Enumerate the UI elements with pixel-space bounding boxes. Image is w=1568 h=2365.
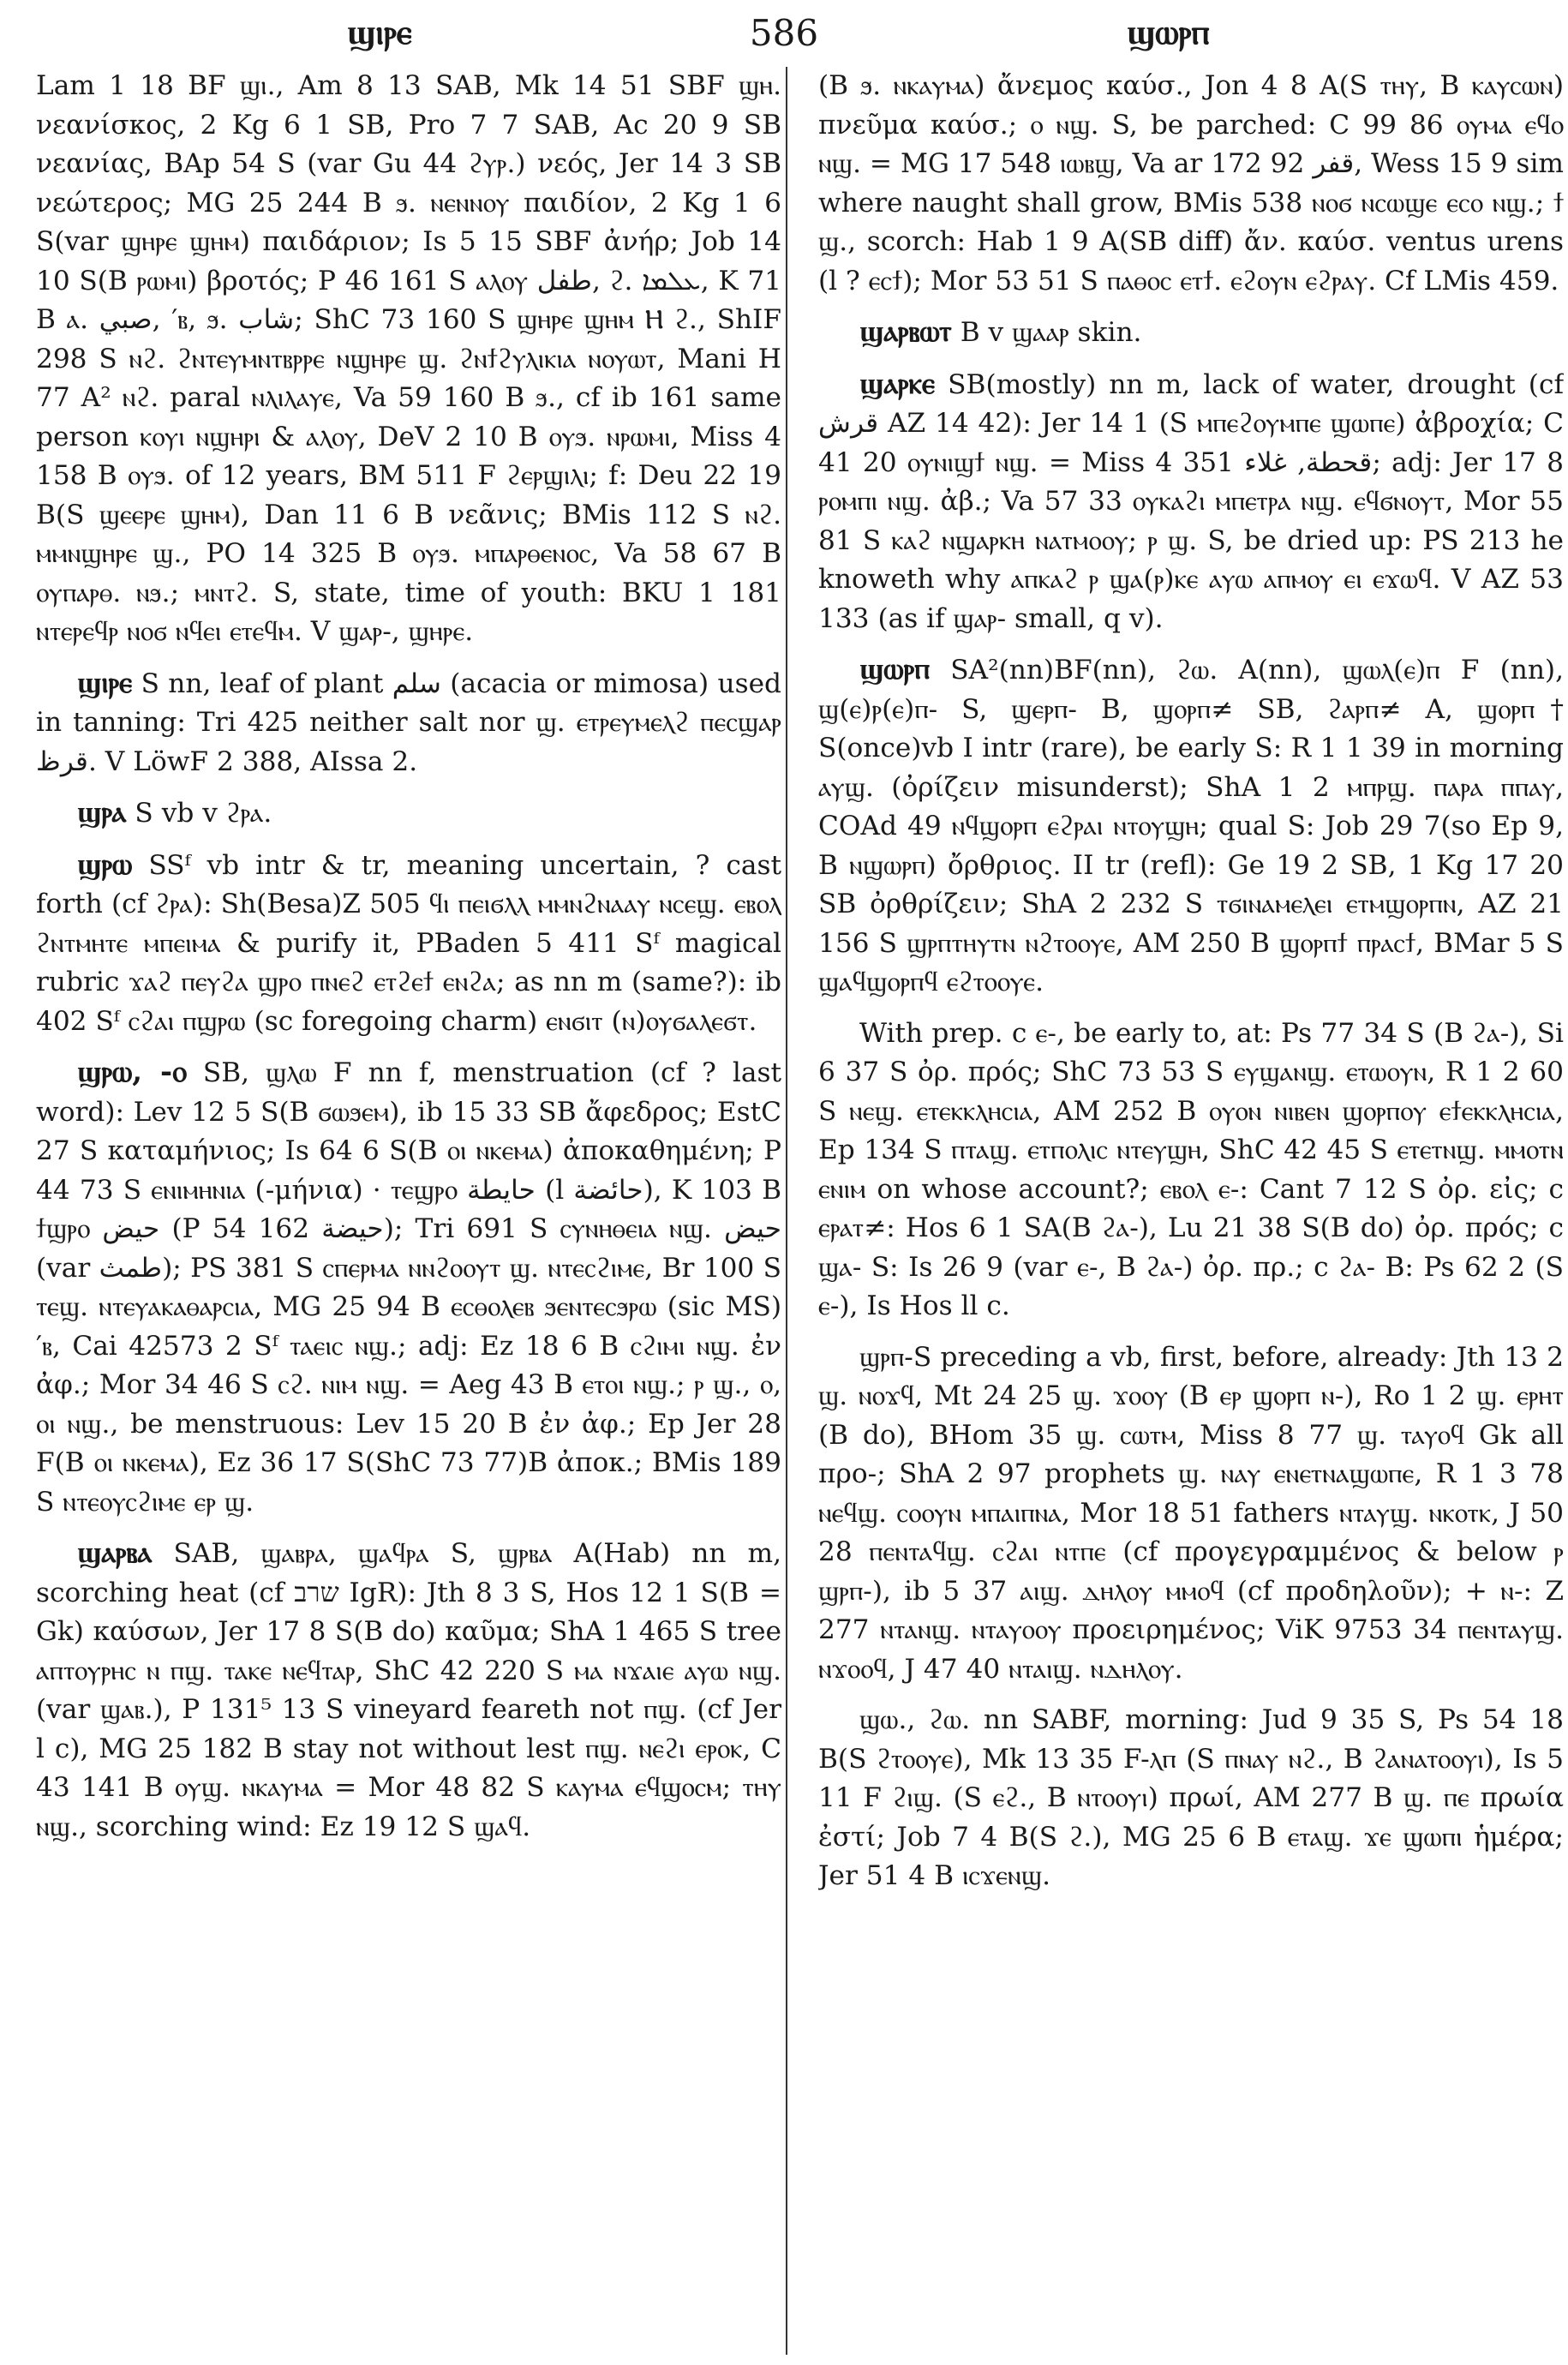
header-right-headword: ϣⲱⲣⲡ	[1127, 12, 1210, 52]
dictionary-entry	[36, 1053, 781, 1522]
dictionary-subsection	[818, 1015, 1564, 1326]
left-column	[36, 67, 781, 2355]
dictionary-entry	[818, 365, 1564, 639]
entry-text: SB, ϣⲗⲱ F nn f, menstruation (cf ? last word): Lev 12 5 S(B ϭⲱϧⲉⲙ), ib 15 33 SB ἄφεδρος; EstC 27 S καταμήνιος; Is 64 6 S(B ⲟⲓ ⲛⲕⲉⲙⲁ) ἀποκαθημένη; P 44 73 S ⲉⲛⲓⲙⲏⲛⲓⲁ (-μήνια) · ⲧⲉϣⲣⲟ حايطة (l حائضة), K 103 B ϯϣⲣⲟ حيض (P 54 162 حيضة); Tri 691 S ⲥⲩⲛⲏⲑⲉⲓⲁ ⲛϣ. حيض (var طمث); PS 381 S ⲥⲡⲉⲣⲙⲁ ⲛⲛϩⲟⲟⲩⲧ ϣ. ⲛⲧⲉⲥϩⲓⲙⲉ, Br 100 S ⲧⲉϣ. ⲛⲧⲉⲩⲁⲕⲁⲑⲁⲣⲥⲓⲁ, MG 25 94 B ⲉⲥⲑⲟⲗⲉⲃ ϧⲉⲛⲧⲉⲥϧⲣⲱ (sic MS) ′ⲃ, Cai 42573 2 Sᶠ ⲧⲁⲉⲓⲥ ⲛϣ.; adj: Ez 18 6 B ⲥϩⲓⲙⲓ ⲛϣ. ἐν ἀφ.; Mor 34 46 S ⲥϩ. ⲛⲓⲙ ⲛϣ. = Aeg 43 B ⲉⲧⲟⲓ ⲛϣ.; ⲣ ϣ., ⲟ, ⲟⲓ ⲛϣ., be menstruous: Lev 15 20 B ἐν ἀφ.; Ep Jer 28 F(B ⲟⲓ ⲛⲕⲉⲙⲁ), Ez 36 17 S(ShC 73 77)B ἀποκ.; BMis 189 S ⲛⲧⲉⲟⲩⲥϩⲓⲙⲉ ⲉⲣ ϣ.	[36, 1057, 781, 1518]
dictionary-entry	[36, 664, 781, 782]
entry-lemma: ϣⲓⲣⲉ	[77, 665, 133, 700]
entry-text: SA²(nn)BF(nn), ϩⲱ. A(nn), ϣⲱⲗ(ⲉ)ⲡ F (nn), ϣ(ⲉ)ⲣ(ⲉ)ⲡ- S, ϣⲉⲣⲡ- B, ϣⲟⲣⲡ≠ SB, ϩⲁⲣⲡ≠ A, ϣⲟⲣⲡ† S(once)vb I intr (rare), be early S: R 1 1 39 in morning ⲁⲩϣ. (ὀρίζειν misunderst); ShA 1 2 ⲙⲡⲣϣ. ⲡⲁⲣⲁ ⲡⲡⲁⲩ, COAd 49 ⲛϥϣⲟⲣⲡ ⲉϩⲣⲁⲓ ⲛⲧⲟⲩϣⲏ; qual S: Job 29 7(so Ep 9, B ⲛϣⲱⲣⲡ) ὄρθριος. II tr (refl): Ge 19 2 SB, 1 Kg 17 20 SB ὀρθρίζειν; ShA 2 232 S ⲧϭⲓⲛⲁⲙⲉⲗⲉⲓ ⲉⲧⲙϣⲟⲣⲡⲛ, AZ 21 156 S ϣⲣⲡⲧⲏⲩⲧⲛ ⲛϩⲧⲟⲟⲩⲉ, AM 250 B ϣⲟⲣⲡϯ ⲡⲣⲁⲥϯ, BMar 5 S ϣⲁϥϣⲟⲣⲡϥ ⲉϩⲧⲟⲟⲩⲉ.	[818, 655, 1564, 997]
entry-text: S nn, leaf of plant سلم (acacia or mimosa) used in tanning: Tri 425 neither salt nor ϣ. ⲉⲧⲣⲉⲩⲙⲉⲗϩ ⲡⲉⲥϣⲁⲣ قرظ. V LöwF 2 388, AIssa 2.	[36, 668, 781, 777]
entry-lemma: ϣⲁⲣⲃⲱⲧ	[859, 314, 952, 349]
entry-text: B v ϣⲁⲁⲣ skin.	[960, 317, 1142, 348]
column-divider	[786, 67, 787, 2355]
entry-text: ϣⲱ., ϩⲱ. nn SABF, morning: Jud 9 35 S, Ps 54 18 B(S ϩⲧⲟⲟⲩⲉ), Mk 13 35 F-ⲗⲡ (S ⲡⲛⲁⲩ ⲛϩ., B ϩⲁⲛⲁⲧⲟⲟⲩⲓ), Is 5 11 F ϩⲓϣ. (S ⲉϩ., B ⲛⲧⲟⲟⲩⲓ) πρωί, AM 277 B ϣ. ⲡⲉ πρωία ἐστί; Job 7 4 B(S ϩ.), MG 25 6 B ⲉⲧⲁϣ. ϫⲉ ϣⲱⲡⲓ ἡμέρα; Jer 51 4 B ⲓⲥϫⲉⲛϣ.	[818, 1704, 1564, 1891]
dictionary-entry	[36, 793, 781, 834]
entry-lemma: ϣⲣⲱ	[77, 847, 133, 882]
entry-text: SB(mostly) nn m, lack of water, drought (cf قرش AZ 14 42): Jer 14 1 (S ⲙⲡⲉϩⲟⲩⲙⲡⲉ ϣⲱⲡⲉ) ἀβροχία; C 41 20 ⲟⲩⲛⲓϣϯ ⲛϣ. = Miss 4 351 قحطة, غلاء; adj: Jer 17 8 ⲣⲟⲙⲡⲓ ⲛϣ. ἀβ.; Va 57 33 ⲟⲩⲕⲁϩⲓ ⲙⲡⲉⲧⲣⲁ ⲛϣ. ⲉϥϭⲛⲟⲩⲧ, Mor 55 81 S ⲕⲁϩ ⲛϣⲁⲣⲕⲏ ⲛⲁⲧⲙⲟⲟⲩ; ⲣ ϣ. S, be dried up: PS 213 he knoweth why ⲁⲡⲕⲁϩ ⲣ ϣⲁ(ⲣ)ⲕⲉ ⲁⲩⲱ ⲁⲡⲙⲟⲩ ⲉⲓ ⲉϫⲱϥ. V AZ 53 133 (as if ϣⲁⲣ- small, q v).	[818, 368, 1564, 634]
entry-text: SAB, ϣⲁⲃⲣⲁ, ϣⲁϥⲣⲁ S, ϣⲣⲃⲁ A(Hab) nn m, scorching heat (cf שרב IgR): Jth 8 3 S, Hos 12 1 S(B = Gk) καύσων, Jer 17 8 S(B do) καῦμα; ShA 1 465 S tree ⲁⲡⲧⲟⲩⲣⲏⲥ ⲛ ⲡϣ. ⲧⲁⲕⲉ ⲛⲉϥⲧⲁⲣ, ShC 42 220 S ⲙⲁ ⲛϫⲁⲓⲉ ⲁⲩⲱ ⲛϣ. (var ϣⲁⲃ.), P 131⁵ 13 S vineyard feareth not ⲡϣ. (cf Jer l c), MG 25 182 B stay not without lest ⲡϣ. ⲛⲉϩⲓ ⲉⲣⲟⲕ, C 43 141 B ⲟⲩϣ. ⲛⲕⲁⲩⲙⲁ = Mor 48 82 S ⲕⲁⲩⲙⲁ ⲉϥϣⲟⲥⲙ; ⲧⲏⲩ ⲛϣ., scorching wind: Ez 19 12 S ϣⲁϥ.	[36, 1538, 781, 1842]
entry-text: Lam 1 18 BF ϣⲓ., Am 8 13 SAB, Mk 14 51 SBF ϣⲏ. νεανίσκος, 2 Kg 6 1 SB, Pro 7 7 SAB, Ac 20 9 SB νεανίας, BAp 54 S (var Gu 44 ϩⲩⲣ.) νεός, Jer 14 3 SB νεώτερος; MG 25 244 B ϧ. ⲛⲉⲛⲛⲟⲩ παιδίον, 2 Kg 1 6 S(var ϣⲏⲣⲉ ϣⲏⲙ) παιδάριον; Is 5 15 SBF ἀνήρ; Job 14 10 S(B ⲣⲱⲙⲓ) βροτός; P 46 161 S ⲁⲗⲟⲩ طفل, ϩ. ܥܠܡܐ, K 71 B ⲁ. صبي, ′ⲃ, ϧ. شاب; ShC 73 160 S ϣⲏⲣⲉ ϣⲏⲙ Ⲏ ϩ., ShIF 298 S ⲛϩ. ϩⲛⲧⲉⲩⲙⲛⲧⲃⲣⲣⲉ ⲛϣⲏⲣⲉ ϣ. ϩⲛϯϩⲩⲗⲓⲕⲓⲁ ⲛⲟⲩⲱⲧ, Mani H 77 A² ⲛϩ. paral ⲛⲗⲓⲗⲁⲩⲉ, Va 59 160 B ϧ., cf ib 161 same person ⲕⲟⲩⲓ ⲛϣⲏⲣⲓ & ⲁⲗⲟⲩ, DeV 2 10 B ⲟⲩϧ. ⲛⲣⲱⲙⲓ, Miss 4 158 B ⲟⲩϧ. of 12 years, BM 511 F ϩⲉⲣϣⲓⲗⲓ; f: Deu 22 19 B(S ϣⲉⲉⲣⲉ ϣⲏⲙ), Dan 11 6 B νεᾶνις; BMis 112 S ⲛϩ. ⲙⲙⲛϣⲏⲣⲉ ϣ., PO 14 325 B ⲟⲩϧ. ⲙⲡⲁⲣⲑⲉⲛⲟⲥ, Va 58 67 B ⲟⲩⲡⲁⲣⲑ. ⲛϧ.; ⲙⲛⲧϩ. S, state, time of youth: BKU 1 181 ⲛⲧⲉⲣⲉϥⲣ ⲛⲟϭ ⲛϥⲉⲓ ⲉⲧⲉϥⲙ. V ϣⲁⲣ-, ϣⲏⲣⲉ.	[36, 70, 781, 647]
entry-text: ϣⲣⲡ-S preceding a vb, first, before, already: Jth 13 2 ϣ. ⲛⲟϫϥ, Mt 24 25 ϣ. ϫⲟⲟⲩ (B ⲉⲣ ϣⲟⲣⲡ ⲛ-), Ro 1 2 ϣ. ⲉⲣⲏⲧ (B do), BHom 35 ϣ. ⲥⲱⲧⲙ, Miss 8 77 ϣ. ⲧⲁⲩⲟϥ Gk all προ-; ShA 2 97 prophets ϣ. ⲛⲁⲩ ⲉⲛⲉⲧⲛⲁϣⲱⲡⲉ, R 1 3 78 ⲛⲉϥϣ. ⲥⲟⲟⲩⲛ ⲙⲡⲁⲓⲡⲛⲁ, Mor 18 51 fathers ⲛⲧⲁⲩϣ. ⲛⲕⲟⲧⲕ, J 50 28 ⲡⲉⲛⲧⲁϥϣ. ⲥϩⲁⲓ ⲛⲧⲡⲉ (cf προγεγραμμένος & below ⲣ ϣⲣⲡ-), ib 5 37 ⲁⲓϣ. ⲇⲏⲗⲟⲩ ⲙⲙⲟϥ (cf προδηλοῦν); + ⲛ-: Z 277 ⲛⲧⲁⲛϣ. ⲛⲧⲁⲩⲟⲟⲩ προειρημένος; ViK 9753 34 ⲡⲉⲛⲧⲁⲩϣ. ⲛϫⲟⲟϥ, J 47 40 ⲛⲧⲁⲓϣ. ⲛⲇⲏⲗⲟⲩ.	[818, 1341, 1564, 1685]
entry-lemma: ϣⲱⲣⲡ	[859, 652, 931, 686]
dictionary-entry	[818, 313, 1564, 353]
entry-lemma: ϣⲣⲁ	[77, 795, 127, 829]
entry-lemma: ϣⲁⲣⲃⲁ	[77, 1536, 153, 1570]
dictionary-entry	[36, 846, 781, 1042]
dictionary-subsection	[818, 1338, 1564, 1690]
entry-text: (B ϧ. ⲛⲕⲁⲩⲙⲁ) ἄνεμος καύσ., Jon 4 8 A(S ⲧⲏⲩ, B ⲕⲁⲩⲥⲱⲛ) πνεῦμα καύσ.; ⲟ ⲛϣ. S, be parched: C 99 86 ⲟⲩⲙⲁ ⲉϥⲟ ⲛϣ. = MG 17 548 ⲓⲱⲃϣ, Va ar 172 92 ﻗﻔﺮ, Wess 15 9 sim where naught shall grow, BMis 538 ⲛⲟϭ ⲛⲥⲱϣⲉ ⲉⲥⲟ ⲛϣ.; ϯ ϣ., scorch: Hab 1 9 A(SB diff) ἄν. καύσ. ventus urens (l ? ⲉⲥϯ); Mor 53 51 S ⲡⲁⲑⲟⲥ ⲉⲧϯ. ⲉϩⲟⲩⲛ ⲉϩⲣⲁⲩ. Cf LMis 459.	[818, 70, 1564, 296]
dictionary-entry	[818, 67, 1564, 301]
page-header	[0, 12, 1568, 63]
right-column	[818, 67, 1564, 2355]
entry-lemma: ϣⲣⲱ, -ⲟ	[77, 1055, 187, 1089]
entry-text: With prep. c ⲉ-, be early to, at: Ps 77 34 S (B ϩⲁ-), Si 6 37 S ὀρ. πρός; ShC 73 53 S ⲉⲩϣⲁⲛϣ. ⲉⲧⲱⲟⲩⲛ, R 1 2 60 S ⲛⲉϣ. ⲉⲧⲉⲕⲕⲗⲏⲥⲓⲁ, AM 252 B ⲟⲩⲟⲛ ⲛⲓⲃⲉⲛ ϣⲟⲣⲡⲟⲩ ⲉϯⲉⲕⲕⲗⲏⲥⲓⲁ, Ep 134 S ⲡⲧⲁϣ. ⲉⲧⲡⲟⲗⲓⲥ ⲛⲧⲉⲩϣⲏ, ShC 42 45 S ⲉⲧⲉⲧⲛϣ. ⲙⲙⲟⲧⲛ ⲉⲛⲓⲙ on whose account?; ⲉⲃⲟⲗ ⲉ-: Cant 7 12 S ὀρ. εἰς; c ⲉⲣⲁⲧ≠: Hos 6 1 SA(B ϩⲁ-), Lu 21 38 S(B do) ὀρ. πρός; c ϣⲁ- S: Is 26 9 (var ⲉ-, B ϩⲁ-) ὀρ. πρ.; c ϩⲁ- B: Ps 62 2 (S ⲉ-), Is Hos ll c.	[818, 1017, 1564, 1321]
page-number: 586	[749, 12, 819, 54]
entry-lemma: ϣⲁⲣⲕⲉ	[859, 366, 936, 401]
dictionary-entry	[36, 1534, 781, 1847]
header-left-headword: ϣⲓⲣⲉ	[347, 12, 412, 52]
dictionary-entry	[36, 67, 781, 652]
entry-text: SSᶠ vb intr & tr, meaning uncertain, ? cast forth (cf ϩⲣⲁ): Sh(Besa)Z 505 ϥⲓ ⲡⲉⲓϭⲗⲗ ⲙⲙⲛϩⲛⲁⲁⲩ ⲛⲥⲉϣ. ⲉⲃⲟⲗ ϩⲛⲧⲙⲏⲧⲉ ⲙⲡⲉⲓⲙⲁ & purify it, PBaden 5 411 Sᶠ magical rubric ϫⲁϩ ⲡⲉⲩϩⲁ ϣⲣⲟ ⲡⲛⲉϩ ⲉⲧϩⲉϯ ⲉⲛϩⲁ; as nn m (same?): ib 402 Sᶠ ⲥϩⲁⲓ ⲡϣⲣⲱ (sc foregoing charm) ⲉⲛϭⲓⲧ (ⲛ)ⲟⲩϭⲁⲗⲉϭⲧ.	[36, 849, 781, 1037]
dictionary-subsection	[818, 1701, 1564, 1896]
dictionary-entry	[818, 650, 1564, 1003]
entry-text: S vb v ϩⲣⲁ.	[135, 798, 272, 829]
